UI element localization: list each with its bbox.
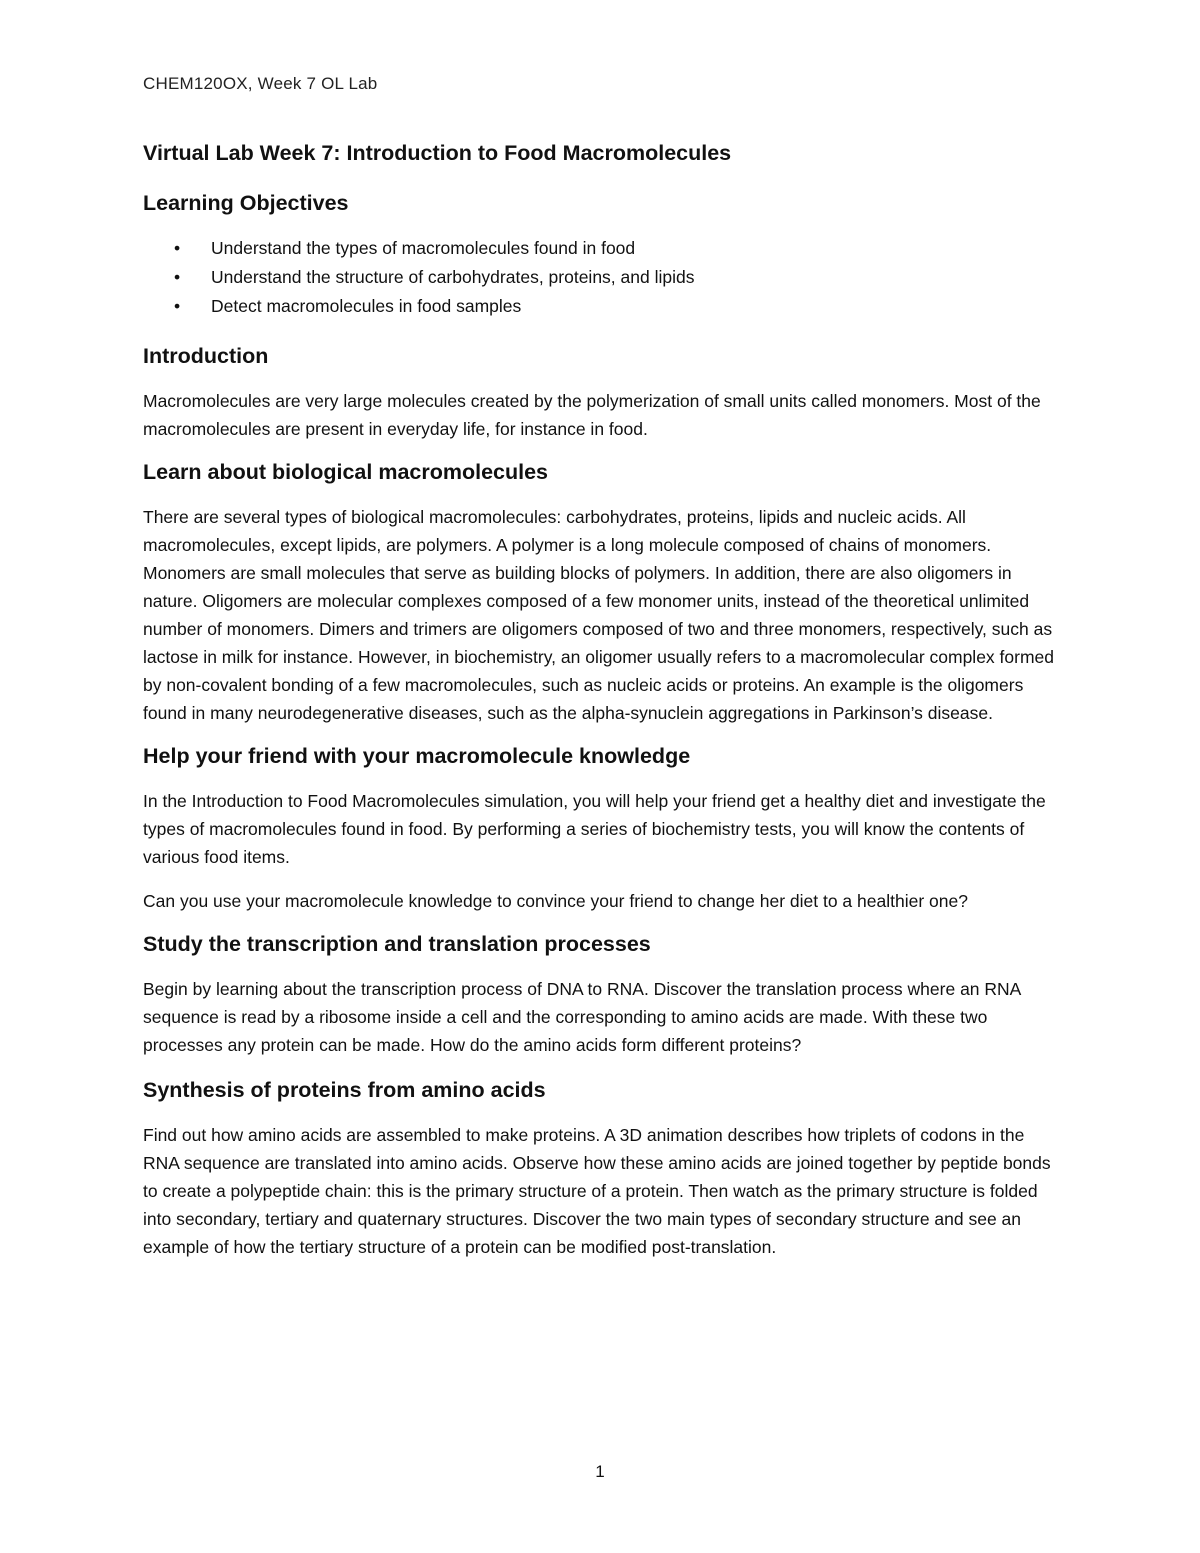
introduction-section [143, 343, 1063, 443]
list-item [143, 234, 1063, 263]
synthesis-heading: Synthesis of proteins from amino acids [143, 1077, 546, 1102]
objective-text: Understand the structure of carbohydrates, proteins, and lipids [211, 266, 695, 287]
document-body [143, 140, 1063, 1277]
page-number: 1 [595, 1462, 605, 1481]
running-header: CHEM120OX, Week 7 OL Lab [143, 74, 378, 93]
bullet-icon: • [174, 295, 181, 316]
learn-section [143, 459, 1063, 727]
learning-objectives-section [143, 190, 1063, 321]
learn-heading: Learn about biological macromolecules [143, 459, 549, 484]
synthesis-section [143, 1077, 1063, 1261]
objectives-list [143, 234, 1063, 321]
list-item [143, 292, 1063, 321]
bullet-icon: • [174, 266, 181, 287]
objective-text: Detect macromolecules in food samples [211, 295, 522, 316]
introduction-heading: Introduction [143, 344, 269, 369]
study-heading: Study the transcription and translation processes [143, 931, 651, 956]
objective-text: Understand the types of macromolecules found in food [211, 237, 636, 258]
study-paragraph: Begin by learning about the transcription process of DNA to RNA. Discover the translation process where an RNA sequence is read by a ribosome inside a cell and the corresponding to amino acids are made. With these two processes any protein can be made. How do the amino acids form different proteins? [143, 978, 1021, 1055]
help-paragraph-2: Can you use your macromolecule knowledge to convince your friend to change her diet to a healthier one? [143, 890, 968, 911]
introduction-paragraph: Macromolecules are very large molecules created by the polymerization of small units called monomers. Most of the macromolecules are present in everyday life, for instance in food. [143, 390, 1041, 439]
synthesis-paragraph: Find out how amino acids are assembled to make proteins. A 3D animation describes how triplets of codons in the RNA sequence are translated into amino acids. Observe how these amino acids are joined together by peptide bonds to create a polypeptide chain: this is the primary structure of a protein. Then watch as the primary structure is folded into secondary, tertiary and quaternary structures. Discover the two main types of secondary structure and see an example of how the tertiary structure of a protein can be modified post-translation. [143, 1124, 1051, 1257]
study-section [143, 931, 1063, 1059]
bullet-icon: • [174, 237, 181, 258]
learning-objectives-heading: Learning Objectives [143, 190, 349, 215]
help-section [143, 743, 1063, 915]
document-title: Virtual Lab Week 7: Introduction to Food Macromolecules [143, 141, 732, 165]
help-heading: Help your friend with your macromolecule knowledge [143, 743, 691, 768]
help-paragraph-1: In the Introduction to Food Macromolecules simulation, you will help your friend get a healthy diet and investigate the types of macromolecules found in food. By performing a series of biochemistry tests, you will know the contents of various food items. [143, 790, 1046, 867]
list-item [143, 263, 1063, 292]
learn-paragraph: There are several types of biological macromolecules: carbohydrates, proteins, lipids and nucleic acids. All macromolecules, except lipids, are polymers. A polymer is a long molecule composed of chains of monomers. Monomers are small molecules that serve as building blocks of polymers. In addition, there are also oligomers in nature. Oligomers are molecular complexes composed of a few monomer units, instead of the theoretical unlimited number of monomers. Dimers and trimers are oligomers composed of two and three monomers, respectively, such as lactose in milk for instance. However, in biochemistry, an oligomer usually refers to a macromolecular complex formed by non-covalent bonding of a few macromolecules, such as nucleic acids or proteins. An example is the oligomers found in many neurodegenerative diseases, such as the alpha-synuclein aggregations in Parkinson’s disease. [143, 506, 1055, 723]
